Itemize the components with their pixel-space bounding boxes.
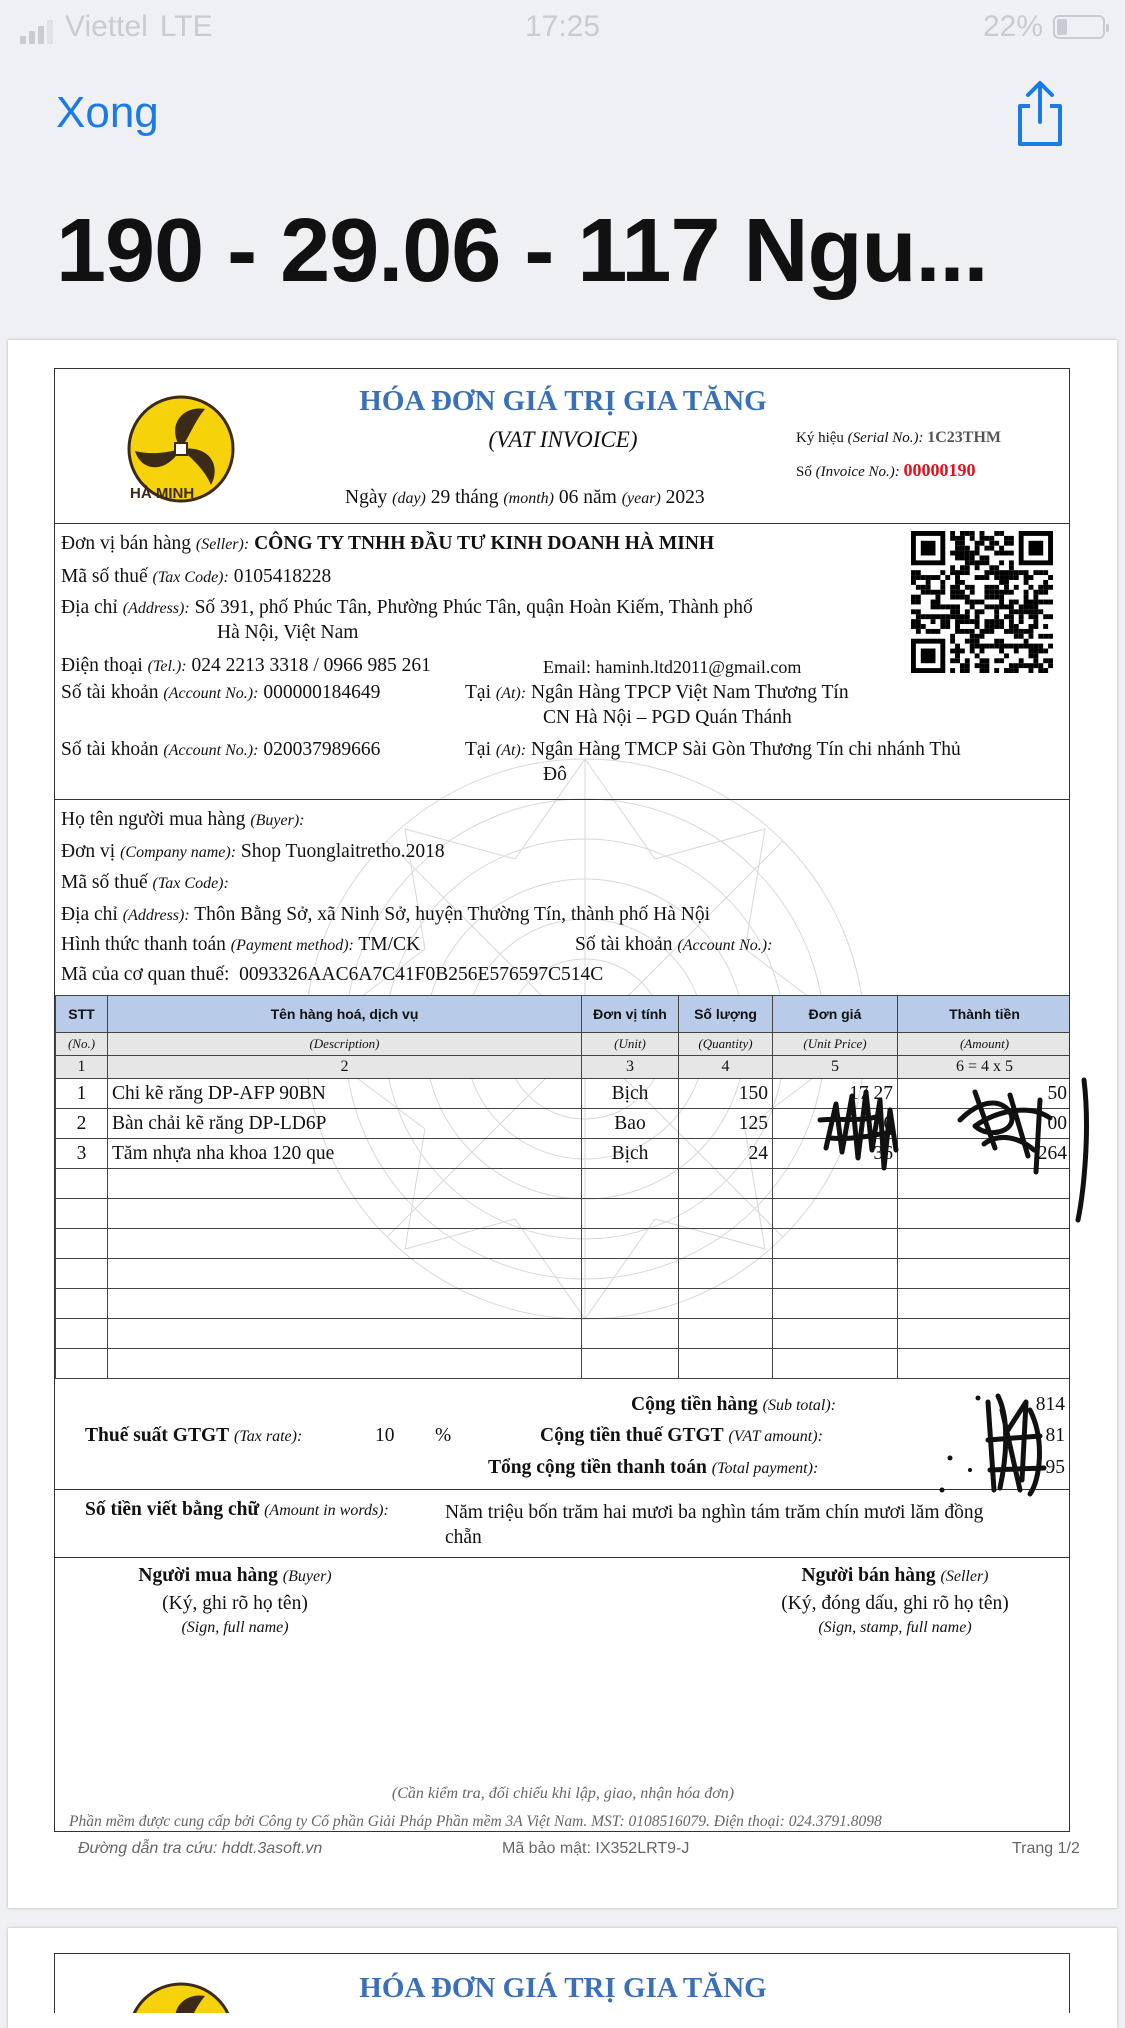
amount-words-label: Số tiền viết bằng chữ (Amount in words): [85,1499,389,1520]
column-header: STT [56,996,108,1033]
battery-percent: 22% [982,10,1043,43]
battery-info [983,10,1105,44]
logo-text: HÀ MINH [130,485,195,502]
column-header: Thành tiền [898,996,1071,1033]
page-indicator: Trang 1/2 [1012,1840,1080,1857]
network-type: LTE [159,10,213,43]
seller-account1-row: Số tài khoản (Account No.): 000000184649 [61,682,381,703]
buyer-payment-row: Hình thức thanh toán (Payment method): TM/CK [61,934,421,955]
seller-tax-row: Mã số thuế (Tax Code): 0105418228 [61,566,332,587]
seller-bank2: Tại (At): Ngân Hàng TMCP Sài Gòn Thương Tín chi nhánh Thủ [465,739,961,760]
tax-authority-row: Mã của cơ quan thuế: 0093326AAC6A7C41F0B256E576597C514C [61,964,604,985]
subtotal-value: 814 [1035,1394,1065,1415]
seller-email-row: Email: haminh.ltd2011@gmail.com [543,657,802,677]
amount-words-line1: Năm triệu bốn trăm hai mươi ba nghìn tám trăm chín mươi lăm đồng [445,1502,984,1523]
check-note: (Cần kiểm tra, đối chiếu khi lập, giao, nhận hóa đơn) [391,1785,735,1802]
buyer-signature-block: Người mua hàng (Buyer) (Ký, ghi rõ họ tên) (Sign, full name) [138,1565,332,1636]
table-row-empty [56,1349,1071,1379]
buyer-address-row: Địa chỉ (Address): Thôn Bằng Sở, xã Ninh Sở, huyện Thường Tín, thành phố Hà Nội [61,904,711,925]
qr-code [911,531,1053,678]
column-header: Số lượng [679,996,773,1033]
invoice-title-2: HÓA ĐƠN GIÁ TRỊ GIA TĂNG [359,1972,767,2004]
status-bar [0,0,1125,56]
column-header: Đơn vị tính [582,996,679,1033]
invoice-2 [54,1953,1070,2013]
total-row: Tổng cộng tiền thanh toán (Total payment): [488,1457,819,1478]
table-row-empty [56,1319,1071,1349]
seller-phone-row: Điện thoại (Tel.): 024 2213 3318 / 0966 985 261 [61,655,431,676]
column-header: Đơn giá [773,996,898,1033]
seller-bank1: Tại (At): Ngân Hàng TPCP Việt Nam Thương Tín [465,682,849,703]
table-column-numbers: 1 2 3 4 5 6 = 4 x 5 [56,1056,1071,1079]
table-row: 2 Bàn chải kẽ răng DP-LD6P Bao 125 6 00 [56,1109,1071,1139]
buyer-tax-row: Mã số thuế (Tax Code): [61,872,229,893]
seller-bank1-line2: CN Hà Nội – PGD Quán Thánh [543,707,792,728]
seller-name-row: Đơn vị bán hàng (Seller): CÔNG TY TNHH ĐẦU TƯ KINH DOANH HÀ MINH [61,533,715,554]
table-header [56,996,1071,1033]
invoice-number-field: Số (Invoice No.): 00000190 [796,460,976,480]
security-code: Mã bảo mật: IX352LRT9-J [502,1840,690,1857]
vat-row: Cộng tiền thuế GTGT (VAT amount): [540,1425,823,1446]
table-row-empty [56,1199,1071,1229]
table-row: 3 Tăm nhựa nha khoa 120 que Bịch 24 36 264 [56,1139,1071,1169]
seller-address-line2: Hà Nội, Việt Nam [217,622,359,643]
status-time: 17:25 [524,10,601,43]
table-row-empty [56,1229,1071,1259]
amount-words-line2: chẵn [445,1527,482,1548]
buyer-company-row: Đơn vị (Company name): Shop Tuonglaitretho.2018 [61,841,445,862]
invoice-subtitle: (VAT INVOICE) [488,427,638,452]
invoice-title: HÓA ĐƠN GIÁ TRỊ GIA TĂNG [359,385,767,417]
share-button[interactable] [1012,80,1068,148]
serial-field: Ký hiệu (Serial No.): 1C23THM [796,429,1002,446]
share-icon [1012,80,1068,148]
items-table [55,995,1070,1379]
seller-account2-row: Số tài khoản (Account No.): 020037989666 [61,739,381,760]
vat-value: 81 [1045,1425,1065,1446]
column-header: Tên hàng hoá, dịch vụ [108,996,582,1033]
lookup-url: Đường dẫn tra cứu: hddt.3asoft.vn [78,1840,323,1857]
done-button[interactable]: Xong [56,88,159,137]
seller-name: CÔNG TY TNHH ĐẦU TƯ KINH DOANH HÀ MINH [254,533,715,554]
carrier-name: Viettel [65,10,148,43]
tax-rate-row: Thuế suất GTGT (Tax rate): [85,1425,303,1446]
total-value: 95 [1045,1457,1065,1478]
buyer-name-row: Họ tên người mua hàng (Buyer): [61,809,305,830]
subtotal-row: Cộng tiền hàng (Sub total): [631,1394,836,1415]
table-row: 1 Chi kẽ răng DP-AFP 90BN Bịch 150 17 27 50 [56,1079,1071,1109]
invoice [54,368,1070,1832]
table-row-empty [56,1259,1071,1289]
battery-icon [1053,15,1105,39]
seller-signature-block: Người bán hàng (Seller) (Ký, đóng dấu, ghi rõ họ tên) (Sign, stamp, full name) [781,1565,1009,1636]
table-header-en: (No.) (Description) (Unit) (Quantity) (Unit Price) (Amount) [56,1033,1071,1056]
seller-bank2-line2: Đô [543,764,567,785]
table-row-empty [56,1169,1071,1199]
buyer-account-row: Số tài khoản (Account No.): [575,934,773,955]
invoice-date: Ngày (day) 29 tháng (month) 06 năm (year) 2023 [345,487,705,508]
seller-tax-code: 0105418228 [233,566,332,587]
seller-address-row: Địa chỉ (Address): Số 391, phố Phúc Tân, Phường Phúc Tân, quận Hoàn Kiếm, Thành phố [61,597,753,618]
tax-rate-percent: % [435,1425,452,1446]
table-row-empty [56,1289,1071,1319]
document-title: 190 - 29.06 - 117 Ngu... [56,201,988,301]
tax-rate-value: 10 [375,1425,395,1446]
software-note: Phần mềm được cung cấp bởi Công ty Cổ phần Giải Pháp Phần mềm 3A Việt Nam. MST: 0108516079. Điện thoại: 024.3791.8098 [69,1813,882,1830]
buyer-company: Shop Tuonglaitretho.2018 [240,841,445,862]
